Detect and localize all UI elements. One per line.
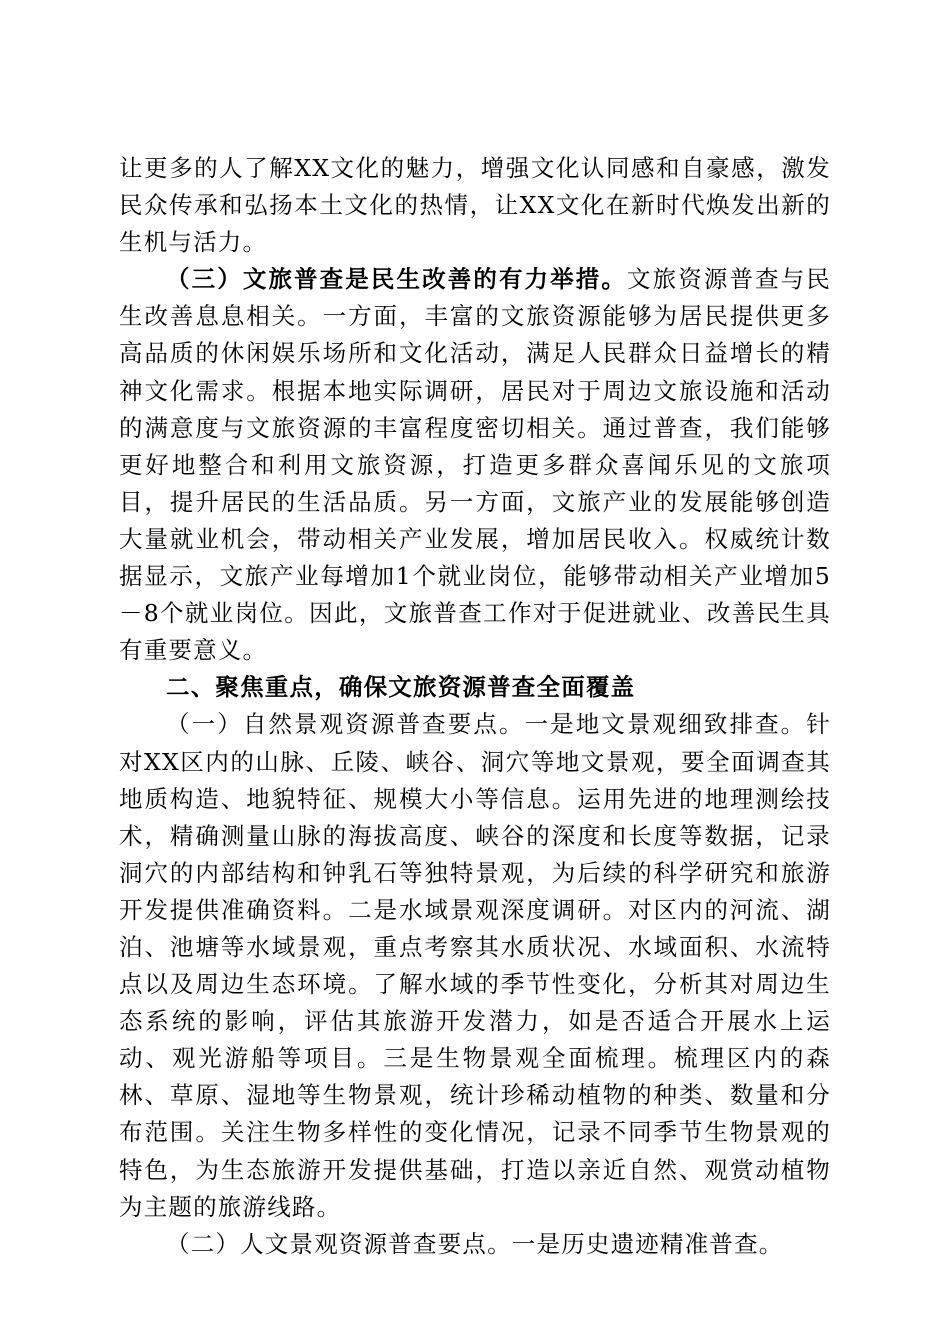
paragraph-text: （二）人文景观资源普查要点。一是历史遗迹精准普查。 xyxy=(166,1229,784,1258)
paragraph-text: （一）自然景观资源普查要点。一是地文景观细致排查。针对XX区内的山脉、丘陵、峡谷、洞穴等地文景观，要全面调查其地质构造、地貌特征、规模大小等信息。运用先进的地理测绘技术，精确测量山脉的海拔高度、峡谷的深度和长度等数据，记录洞穴的内部结构和钟乳石等独特景观，为后续的科学研究和旅游开发提供准确资料。二是水域景观深度调研。对区内的河流、湖泊、池塘等水域景观，重点考察其水质状况、水域面积、水流特点以及周边生态环境。了解水域的季节性变化，分析其对周边生态系统的影响，评估其旅游开发潜力，如是否适合开展水上运动、观光游船等项目。三是生物景观全面梳理。梳理区内的森林、草原、湿地等生物景观，统计珍稀动植物的种类、数量和分布范围。关注生物多样性的变化情况，记录不同季节生物景观的特色，为生态旅游开发提供基础，打造以亲近自然、观赏动植物为主题的旅游线路。 xyxy=(119,710,831,1221)
paragraph-lead-sentence: （三）文旅普查是民生改善的有力举措。 xyxy=(166,265,628,294)
paragraph-livelihood xyxy=(119,261,831,669)
paragraph-cultural-landscape xyxy=(119,1226,831,1263)
paragraph-culture-appeal xyxy=(119,150,831,261)
paragraph-text: 让更多的人了解XX文化的魅力，增强文化认同感和自豪感，激发民众传承和弘扬本土文化的热情，让XX文化在新时代焕发出新的生机与活力。 xyxy=(119,154,831,257)
paragraph-text: 文旅资源普查与民生改善息息相关。一方面，丰富的文旅资源能够为居民提供更多高品质的休闲娱乐场所和文化活动，满足人民群众日益增长的精神文化需求。根据本地实际调研，居民对于周边文旅设施和活动的满意度与文旅资源的丰富程度密切相关。通过普查，我们能够更好地整合和利用文旅资源，打造更多群众喜闻乐见的文旅项目，提升居民的生活品质。另一方面，文旅产业的发展能够创造大量就业机会，带动相关产业发展，增加居民收入。权威统计数据显示，文旅产业每增加1个就业岗位，能够带动相关产业增加5－8个就业岗位。因此，文旅普查工作对于促进就业、改善民生具有重要意义。 xyxy=(119,265,831,665)
section-heading-2: 二、聚焦重点，确保文旅资源普查全面覆盖 xyxy=(166,673,636,702)
paragraph-natural-landscape xyxy=(119,706,831,1225)
document-body xyxy=(119,150,831,1263)
